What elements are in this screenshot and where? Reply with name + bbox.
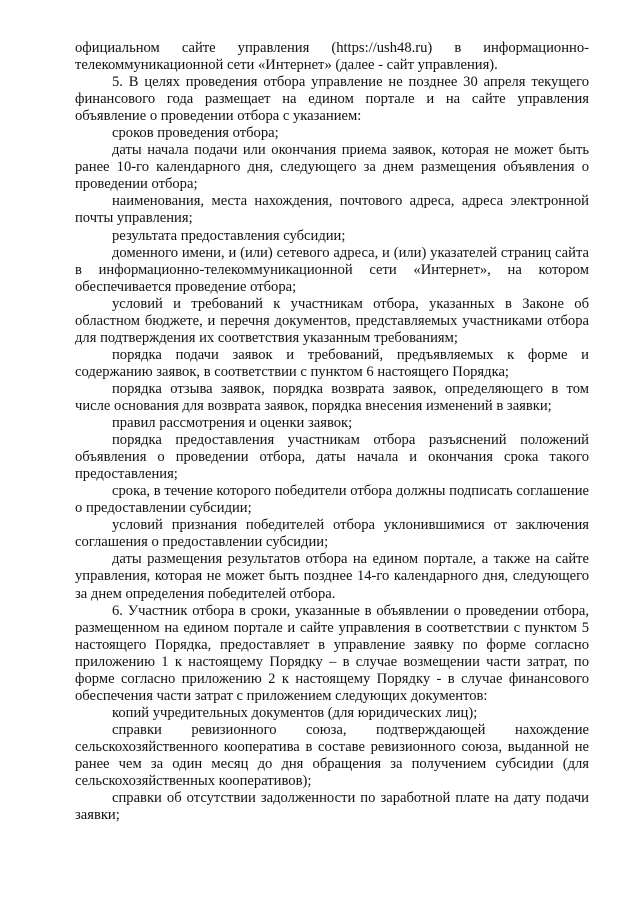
list-item: условий признания победителей отбора уклонившимися от заключения соглашения о предоставлении субсидии; — [75, 517, 589, 551]
list-item: срока, в течение которого победители отбора должны подписать соглашение о предоставлении субсидии; — [75, 483, 589, 517]
list-item: результата предоставления субсидии; — [112, 227, 346, 244]
list-item: даты размещения результатов отбора на едином портале, а также на сайте управления, которая не может быть позднее 14-го календарного дня, следующего за днем определения победителей отбора. — [75, 551, 589, 602]
list-item: сроков проведения отбора; — [112, 125, 279, 142]
list-item: порядка отзыва заявок, порядка возврата заявок, определяющего в том числе основания для возврата заявок, порядка внесения изменений в заявки; — [75, 380, 589, 414]
list-item: наименования, места нахождения, почтового адреса, адреса электронной почты управления; — [75, 193, 589, 227]
list-item: правил рассмотрения и оценки заявок; — [112, 415, 353, 432]
list-item: порядка предоставления участникам отбора разъяснений положений объявления о проведении отбора, даты начала и окончания срока такого предоставления; — [75, 432, 589, 483]
document-page — [75, 40, 589, 824]
list-item: даты начала подачи или окончания приема заявок, которая не может быть ранее 10-го календарного дня, следующего за днем размещения объявления о проведении отбора; — [75, 142, 589, 193]
list-item: копий учредительных документов (для юридических лиц); — [112, 704, 478, 721]
list-item: справки ревизионного союза, подтверждающей нахождение сельскохозяйственного кооператива в составе ревизионного союза, выданной не ранее чем за один месяц до дня обращения за получением субсидии (для сельскохозяйственных кооперативов); — [75, 721, 589, 790]
list-item: доменного имени, и (или) сетевого адреса, и (или) указателей страниц сайта в информационно-телекоммуникационной сети «Интернет», на котором обеспечивается проведение отбора; — [75, 244, 589, 295]
paragraph-item-5: 5. В целях проведения отбора управление не позднее 30 апреля текущего финансового года размещает на едином портале и на сайте управления объявление о проведении отбора с указанием: — [75, 74, 589, 125]
list-item: справки об отсутствии задолженности по заработной плате на дату подачи заявки; — [75, 790, 589, 824]
list-item: условий и требований к участникам отбора, указанных в Законе об областном бюджете, и перечня документов, представляемых участниками отбора для подтверждения их соответствия указанным требованиям; — [75, 295, 589, 346]
paragraph-item-6: 6. Участник отбора в сроки, указанные в объявлении о проведении отбора, размещенном на едином портале и сайте управления в соответствии с пунктом 5 настоящего Порядка, предоставляет в управление заявку по форме согласно приложению 1 к настоящему Порядку – в случае возмещении части затрат, по форме согласно приложению 2 к настоящему Порядку - в случае финансового обеспечения части затрат с приложением следующих документов: — [75, 602, 589, 704]
paragraph-continuation: официальном сайте управления (https://ush48.ru) в информационно-телекоммуникационной сети «Интернет» (далее - сайт управления). — [75, 40, 589, 74]
list-item: порядка подачи заявок и требований, предъявляемых к форме и содержанию заявок, в соответствии с пунктом 6 настоящего Порядка; — [75, 346, 589, 380]
